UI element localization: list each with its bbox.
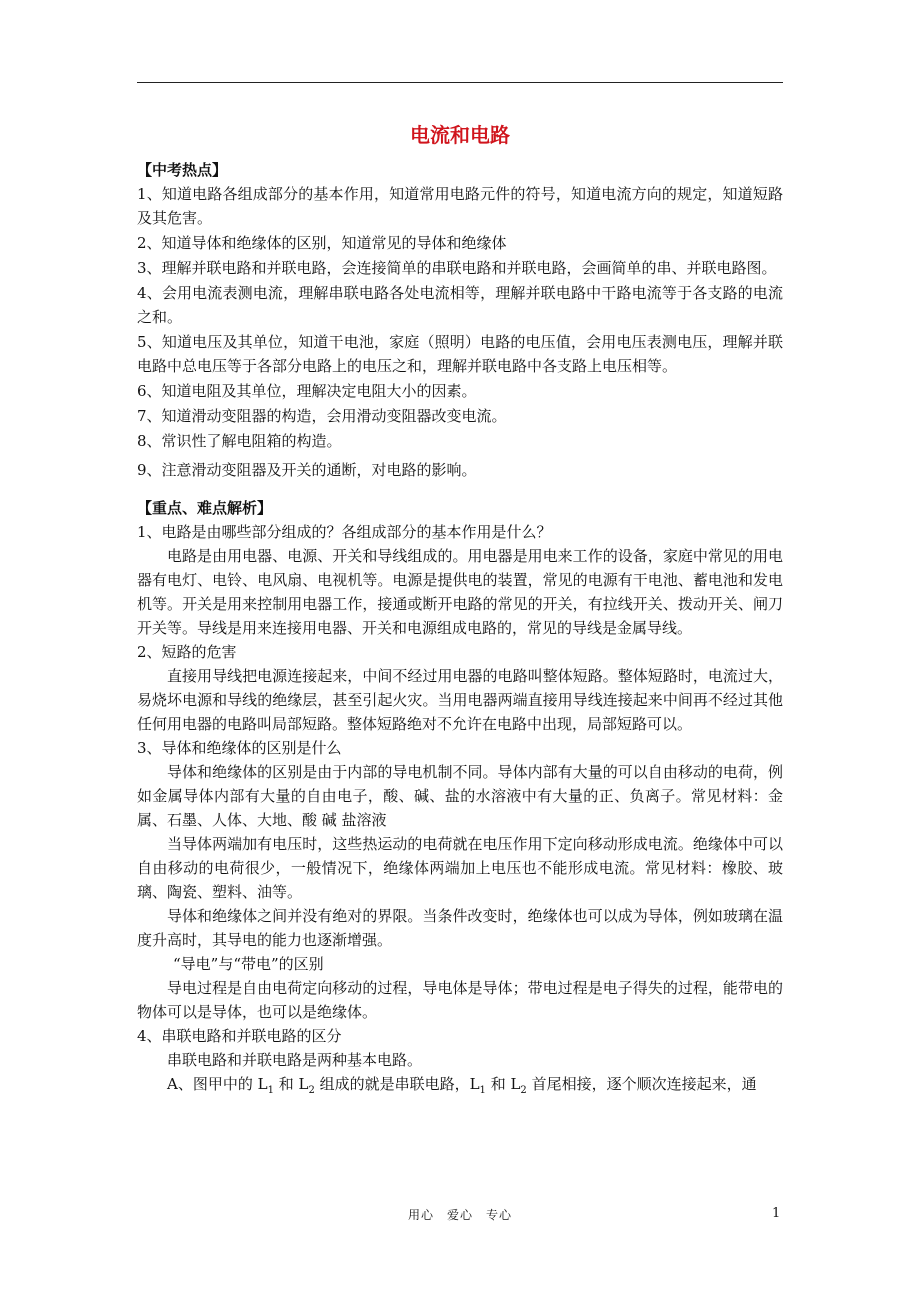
header-rule [137,82,783,83]
list-item: 9、注意滑动变阻器及开关的通断，对电路的影响。 [137,461,477,479]
section-heading-exam-hotspots: 【中考热点】 [137,161,228,179]
document-title: 电流和电路 [410,123,510,147]
footer-motto: 用心 爱心 专心 [407,1208,512,1222]
subscript: 1 [479,1085,486,1096]
text-run: 首尾相接，逐个顺次连接起来，通 [526,1075,757,1093]
subscript: 1 [267,1085,274,1096]
answer-2: 直接用导线把电源连接起来，中间不经过用电器的电路叫整体短路。整体短路时，电流过大，易烧坏电源和导线的绝缘层，甚至引起火灾。当用电器两端直接用导线连接起来中间再不经过其他任何用电器的电路叫局部短路。整体短路绝对不允许在电路中出现，局部短路可以。 [137,667,783,733]
text-run: 组成的就是串联电路，L [314,1075,480,1093]
question-2: 2、短路的危害 [137,643,237,661]
answer-3-paragraph-2: 当导体两端加有电压时，这些热运动的电荷就在电压作用下定向移动形成电流。绝缘体中可以自由移动的电荷很少，一般情况下，绝缘体两端加上电压也不能形成电流。常见材料：橡胶、玻璃、陶瓷、塑料、油等。 [137,835,783,901]
list-item: 7、知道滑动变阻器的构造，会用滑动变阻器改变电流。 [137,407,507,425]
question-1: 1、电路是由哪些部分组成的？各组成部分的基本作用是什么？ [137,523,552,541]
list-item: 1、知道电路各组成部分的基本作用，知道常用电路元件的符号，知道电流方向的规定，知道短路及其危害。 [137,185,783,227]
answer-3-paragraph-1: 导体和绝缘体的区别是由于内部的导电机制不同。导体内部有大量的可以自由移动的电荷，例如金属导体内部有大量的自由电子，酸、碱、盐的水溶液中有大量的正、负离子。常见材料：金属、石墨、人体、大地、酸 碱 盐溶液 [137,763,783,829]
answer-3-paragraph-4: 导电过程是自由电荷定向移动的过程，导电体是导体；带电过程是电子得失的过程，能带电的物体可以是导体，也可以是绝缘体。 [137,979,783,1021]
answer-3-paragraph-3: 导体和绝缘体之间并没有绝对的界限。当条件改变时，绝缘体也可以成为导体，例如玻璃在温度升高时，其导电的能力也逐渐增强。 [137,907,783,949]
list-item: 2、知道导体和绝缘体的区别，知道常见的导体和绝缘体 [137,234,507,252]
list-item: 4、会用电流表测电流，理解串联电路各处电流相等，理解并联电路中干路电流等于各支路的电流之和。 [137,284,783,326]
answer-4-paragraph-1: 串联电路和并联电路是两种基本电路。 [167,1051,423,1069]
list-item: 8、常识性了解电阻箱的构造。 [137,432,342,450]
subheading-conduct-vs-charged: “导电”与“带电”的区别 [173,955,324,973]
list-item: 6、知道电阻及其单位，理解决定电阻大小的因素。 [137,382,477,400]
section-heading-key-points: 【重点、难点解析】 [137,499,273,517]
answer-4-paragraph-2 [137,1072,783,1096]
list-item: 3、理解并联电路和并联电路，会连接简单的串联电路和并联电路，会画简单的串、并联电路图。 [137,259,777,277]
subscript: 2 [308,1085,315,1096]
page-number: 1 [772,1206,781,1221]
answer-1: 电路是由用电器、电源、开关和导线组成的。用电器是用电来工作的设备，家庭中常见的用电器有电灯、电铃、电风扇、电视机等。电源是提供电的装置，常见的电源有干电池、蓄电池和发电机等。开关是用来控制用电器工作，接通或断开电路的常见的开关，有拉线开关、拨动开关、闸刀开关等。导线是用来连接用电器、开关和电源组成电路的，常见的导线是金属导线。 [137,547,783,637]
text-run: 和 L [273,1075,309,1093]
document-body [137,120,783,1096]
question-4: 4、串联电路和并联电路的区分 [137,1027,342,1045]
text-run: 和 L [485,1075,521,1093]
subscript: 2 [520,1085,527,1096]
text-run: A、图甲中的 L [167,1075,268,1093]
question-3: 3、导体和绝缘体的区别是什么 [137,739,342,757]
list-item: 5、知道电压及其单位，知道干电池，家庭（照明）电路的电压值，会用电压表测电压，理解并联电路中总电压等于各部分电路上的电压之和，理解并联电路中各支路上电压相等。 [137,333,783,375]
